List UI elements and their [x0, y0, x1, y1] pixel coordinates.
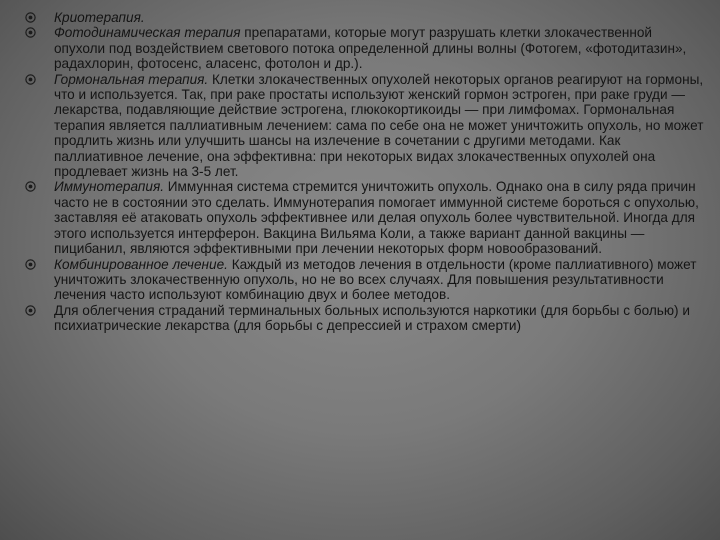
bullet-text: Иммунная система стремится уничтожить опухоль. Однако она в силу ряда причин часто не в состоянии это сделать. Иммунотерапия помогает иммунной системе бороться с опухолью, заставляя её атаковать опухоль эффективнее или делая опухоль более чувствительной. Иногда для этого используется интерферон. Вакцина Вильяма Коли, а также вариант данной вакцины — пицибанил, являются эффективными при лечении некоторых форм новообразований.: [54, 179, 699, 257]
bullet-text: Каждый из методов лечения в отдельности (кроме паллиативного) может уничтожить злокачественную опухоль, но не во всех случаях. Для повышения результативности лечения часто используют комбинацию двух и более методов.: [54, 256, 697, 303]
target-bullet-icon: [25, 305, 36, 316]
bullet-term: Комбинированное лечение.: [54, 256, 228, 272]
bullet-list: [25, 10, 705, 334]
target-bullet-icon: [25, 181, 36, 192]
bullet-text: Для облегчения страданий терминальных больных используются наркотики (для борьбы с болью) и психиатрические лекарства (для борьбы с депрессией и страхом смерти): [54, 302, 690, 334]
bullet-item-immunotherapy: [25, 179, 705, 256]
bullet-item-hormonal: [25, 72, 705, 180]
bullet-item-photodynamic: [25, 25, 705, 71]
bullet-item-combined: [25, 257, 705, 303]
target-bullet-icon: [25, 259, 36, 270]
bullet-text: препаратами, которые могут разрушать клетки злокачественной опухоли под воздействием светового потока определенной длины волны (Фотогем, «фотодитазин», радахлорин, фотосенс, аласенс, фотолон и др.).: [54, 25, 687, 72]
target-bullet-icon: [25, 74, 36, 85]
bullet-term: Иммунотерапия.: [54, 179, 164, 195]
bullet-item-cryotherapy: [25, 10, 705, 25]
bullet-term: Фотодинамическая терапия: [54, 25, 241, 41]
bullet-item-palliative: [25, 303, 705, 334]
bullet-term: Гормональная терапия.: [54, 71, 209, 87]
target-bullet-icon: [25, 27, 36, 38]
bullet-text: Клетки злокачественных опухолей некоторых органов реагируют на гормоны, что и используется. Так, при раке простаты используют женский гормон эстроген, при раке груди — лекарства, подавляющие действие эстрогена, глюкокортикоиды — при лимфомах. Гормональная терапия является паллиативным лечением: сама по себе она не может уничтожить опухоль, но может продлить жизнь или улучшить шансы на излечение в сочетании с другими методами. Как паллиативное лечение, она эффективна: при некоторых видах злокачественных опухолей она продлевает жизнь на 3-5 лет.: [54, 71, 704, 180]
bullet-term: Криотерапия.: [54, 10, 145, 25]
target-bullet-icon: [25, 12, 36, 23]
